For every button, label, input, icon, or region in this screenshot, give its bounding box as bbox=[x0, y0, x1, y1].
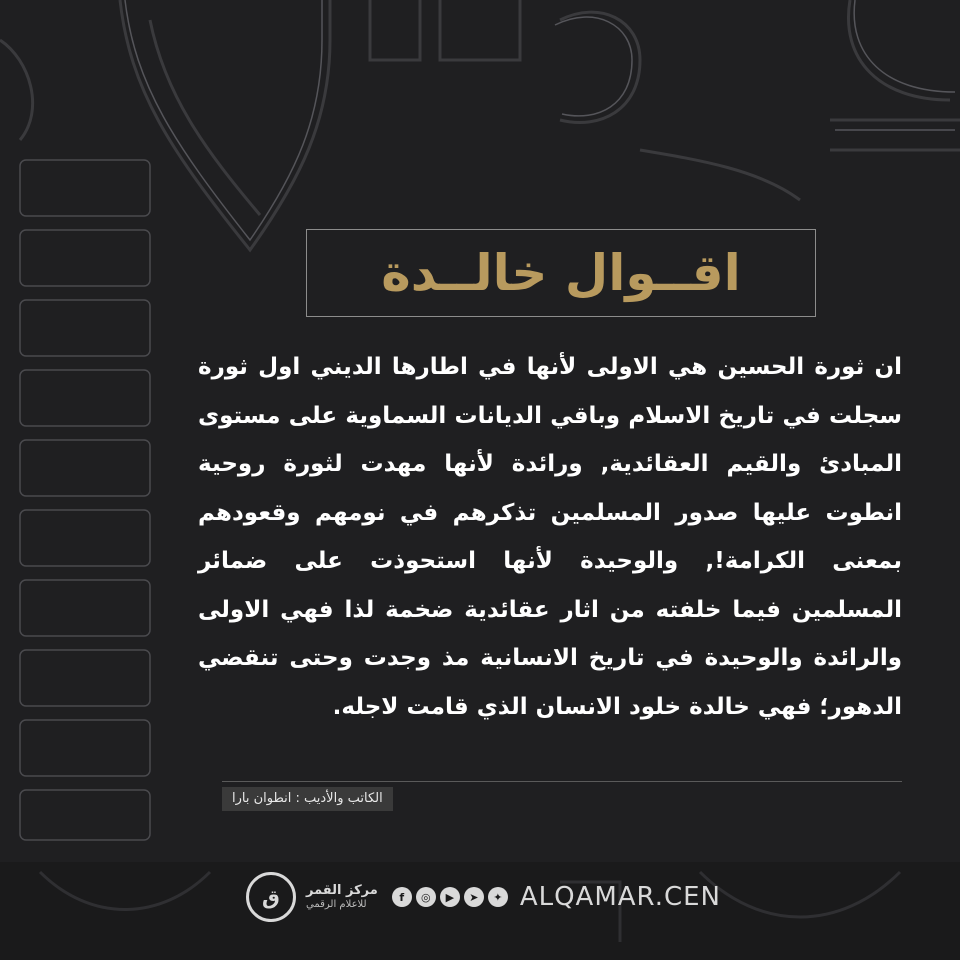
page-title: اقــوال خالــدة bbox=[381, 244, 741, 302]
author-badge: الكاتب والأديب : انطوان بارا bbox=[222, 787, 393, 811]
twitter-icon[interactable]: ✦ bbox=[488, 887, 508, 907]
instagram-icon[interactable]: ◎ bbox=[416, 887, 436, 907]
background-calligraphy-side bbox=[10, 150, 160, 850]
facebook-icon[interactable]: f bbox=[392, 887, 412, 907]
website-label[interactable]: ALQAMAR.CEN bbox=[519, 882, 721, 912]
brand-block bbox=[306, 884, 378, 909]
quote-text: ان ثورة الحسين هي الاولى لأنها في اطارها الديني اول ثورة سجلت في تاريخ الاسلام وباقي الديانات السماوية على مستوى المبادئ والقيم العقائدية, ورائدة لأنها مهدت لثورة روحية انطوت عليها صدور المسلمين تذكرهم في نومهم وقعودهم بمعنى الكرامة!, والوحيدة لأنها استحوذت على ضمائر المسلمين فيما خلفته من اثار عقائدية ضخمة لذا فهي الاولى والرائدة والوحيدة في تاريخ الانسانية مذ وجدت وحتى تنقضي الدهور؛ فهي خالدة خلود الانسان الذي قامت لاجله. bbox=[198, 354, 902, 720]
brand-name: مركز القمر bbox=[306, 883, 378, 899]
youtube-icon[interactable]: ▶ bbox=[440, 887, 460, 907]
telegram-icon[interactable]: ➤ bbox=[464, 887, 484, 907]
divider bbox=[222, 781, 902, 782]
social-icons bbox=[392, 887, 508, 907]
title-box bbox=[306, 229, 816, 317]
logo-icon bbox=[246, 872, 296, 922]
brand-subtitle: للاعلام الرقمي bbox=[306, 898, 367, 910]
logo-text: ق bbox=[262, 885, 280, 909]
footer-branding bbox=[246, 868, 721, 926]
